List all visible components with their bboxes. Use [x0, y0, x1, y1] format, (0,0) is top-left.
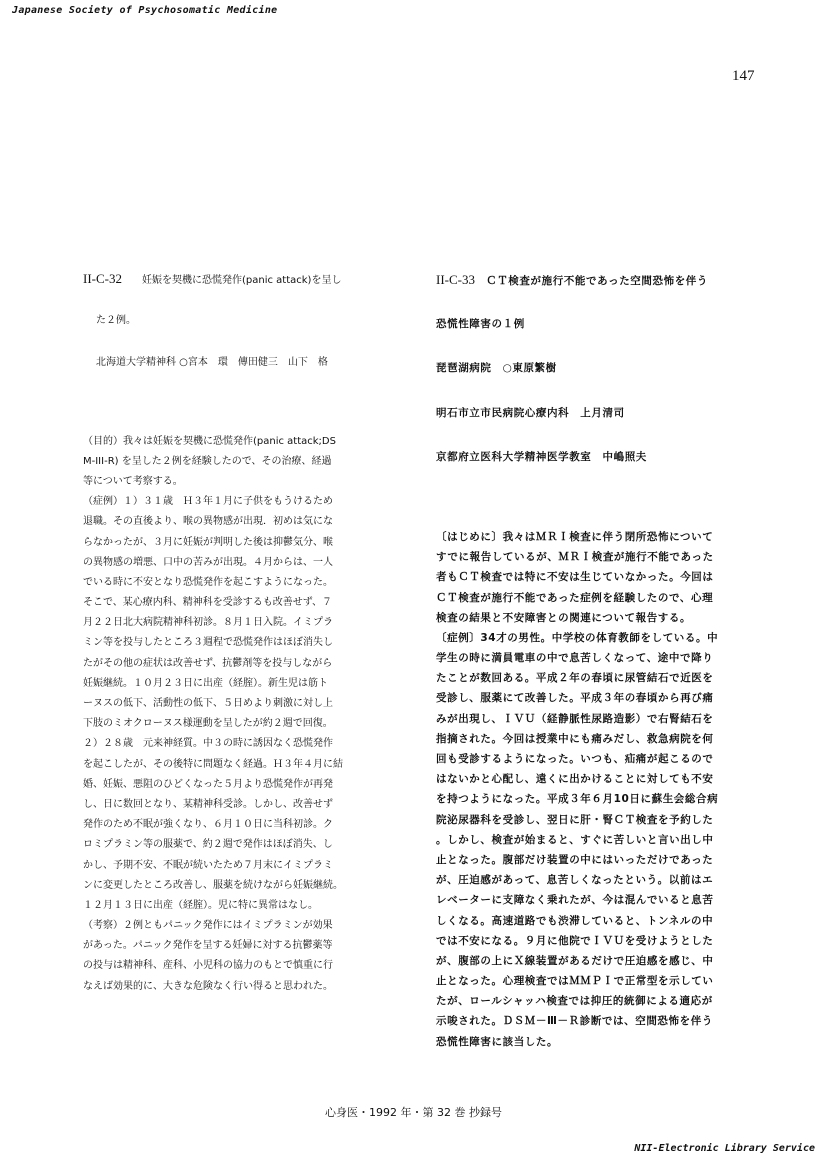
- body-line: 。しかし、検査が始まると、すぐに苦しいと言い出し中: [436, 833, 714, 846]
- abstract-title: [83, 269, 388, 289]
- title-line: 恐慌性障害の１例: [436, 318, 525, 331]
- body-line: たがその他の症状は改善せず、抗鬱剤等を投与しながら: [83, 657, 333, 669]
- abstract-body: [436, 527, 766, 1052]
- title-line: 妊娠を契機に恐慌発作(panic attack)を呈し: [142, 275, 342, 286]
- author-line: 京都府立医科大学精神医学教室 中嶋照夫: [436, 450, 647, 463]
- body-line: みが出現し、ＩＶＵ（経静脈性尿路造影）で右腎結石を: [436, 712, 714, 725]
- body-line: の異物感の増悪、口中の苦みが出現。４月からは、一人: [83, 556, 333, 568]
- body-line: が、腹部の上にＸ線装置があるだけで圧迫感を感じ、中: [436, 954, 714, 967]
- body-line: かし、予期不安、不眠が続いたため７月末にイミプラミ: [83, 859, 333, 871]
- body-line: し、日に数回となり、某精神科受診。しかし、改善せず: [83, 798, 333, 810]
- body-line: たことが数回ある。平成２年の春頃に尿管結石で近医を: [436, 672, 714, 685]
- body-line: ロミプラミン等の服薬で、約２週で発作はほぼ消失、し: [83, 839, 333, 851]
- body-line: （考察）２例ともパニック発作にはイミプラミンが効果: [83, 920, 333, 932]
- body-line: 者もＣＴ検査では特に不安は生じていなかった。今回は: [436, 571, 714, 584]
- body-line: ーヌスの低下、活動性の低下、５日めより刺激に対し上: [83, 698, 333, 709]
- body-line: 学生の時に満員電車の中で息苦しくなって、途中で降り: [436, 652, 714, 665]
- body-line: ミン等を投与したところ３週程で恐慌発作はほぼ消失し: [83, 637, 333, 649]
- society-header: Japanese Society of Psychosomatic Medicine: [12, 5, 278, 16]
- body-line: 〔はじめに〕我々はＭＲＩ検査に伴う閉所恐怖について: [436, 530, 714, 543]
- abstract-code: II-C-33: [436, 272, 475, 287]
- body-line: 発作のため不眠が強くなり、６月１０日に当科初診。ク: [83, 819, 333, 831]
- author-line: 琵琶湖病院 ○東原繁樹: [436, 362, 557, 375]
- body-line: 等について考察する。: [83, 475, 183, 487]
- body-line: 院泌尿器科を受診し、翌日に肝・腎ＣＴ検査を予約した: [436, 813, 714, 826]
- body-line: （目的）我々は妊娠を契機に恐慌発作(panic attack;DS: [83, 435, 336, 447]
- body-line: 下肢のミオクローヌス様運動を呈したが約２週で回復。: [83, 718, 333, 730]
- body-line: 示唆された。ＤＳＭ－Ⅲ－Ｒ診断では、空間恐怖を伴う: [436, 1015, 713, 1028]
- authors: 北海道大学精神科 ○宮本 環 傳田健三 山下 格: [96, 357, 328, 369]
- body-line: を起こしたが、その後特に問題なく経過。Ｈ３年４月に結: [83, 758, 343, 770]
- body-line: を持つようになった。平成３年６月10日に蘇生会総合病: [436, 793, 719, 806]
- body-line: でいる時に不安となり恐慌発作を起こすようになった。: [83, 576, 333, 588]
- body-line: ＣＴ検査が施行不能であった症例を経験したので、心理: [436, 591, 714, 604]
- abstract-II-C-32: [83, 247, 388, 1008]
- body-line: があった。パニック発作を呈する妊婦に対する抗鬱薬等: [83, 940, 333, 952]
- body-line: 回も受診するようになった。いつも、疝痛が起こるので: [436, 753, 714, 765]
- body-line: ンに変更したところ改善し、服薬を続けながら妊娠継続。: [83, 879, 343, 891]
- body-line: たが、ロールシャッハ検査では抑圧的統御による適応が: [436, 995, 713, 1008]
- body-line: 検査の結果と不安障害との関連について報告する。: [436, 611, 692, 624]
- abstract-code: II-C-32: [83, 271, 122, 286]
- abstract-II-C-33: [436, 246, 766, 1064]
- body-line: 婚、妊娠、悪阻のひどくなった５月より恐慌発作が再発: [83, 778, 333, 790]
- body-line: が、圧迫感があって、息苦しくなったという。以前はエ: [436, 874, 714, 887]
- title-line: ＣＴ検査が施行不能であった空間恐怖を伴う: [486, 275, 709, 287]
- body-line: M-III-R) を呈した２例を経験したので、その治療、経過: [83, 455, 332, 467]
- abstract-body: [83, 432, 388, 997]
- body-line: の投与は精神科、産科、小児科の協力のもとで慎重に行: [83, 960, 333, 972]
- body-line: 止となった。心理検査ではＭＭＰＩで正常型を示してい: [436, 975, 714, 988]
- body-line: はないかと心配し、遠くに出かけることに対しても不安: [436, 773, 714, 786]
- body-line: なえば効果的に、大きな危険なく行い得ると思われた。: [83, 980, 333, 992]
- body-line: 〔症例〕34才の男性。中学校の体育教師をしている。中: [436, 631, 719, 644]
- body-line: らなかったが、３月に妊娠が判明した後は抑鬱気分、喉: [83, 536, 333, 548]
- body-line: 月２２日北大病院精神科初診。８月１日入院。イミプラ: [83, 617, 333, 629]
- body-line: では不安になる。９月に他院でＩＶＵを受けようとした: [436, 934, 714, 947]
- abstract-title: [436, 270, 766, 290]
- body-line: 指摘された。今回は授業中にも痛みだし、救急病院を何: [436, 732, 714, 745]
- author-line: 明石市立市民病院心療内科 上月清司: [436, 406, 625, 419]
- page-number: 147: [732, 68, 755, 84]
- body-line: 止となった。腹部だけ装置の中にはいっただけであった: [436, 853, 714, 866]
- body-line: しくなる。高速道路でも渋滞していると、トンネルの中: [436, 914, 714, 927]
- nii-footer: NII-Electronic Library Service: [634, 1143, 815, 1154]
- body-line: （症例）１）３１歳 Ｈ３年１月に子供をもうけるため: [83, 496, 333, 508]
- title-line: た２例。: [96, 315, 136, 327]
- body-line: 恐慌性障害に該当した。: [436, 1035, 559, 1048]
- journal-citation: 心身医・1992 年・第 32 巻 抄録号: [325, 1106, 502, 1119]
- body-line: 退職。その直後より、喉の異物感が出現．初めは気にな: [83, 516, 333, 528]
- body-line: ２）２８歳 元来神経質。中３の時に誘因なく恐慌発作: [83, 738, 333, 750]
- body-line: すでに報告しているが、ＭＲＩ検査が施行不能であった: [436, 551, 714, 564]
- body-line: 受診し、服薬にて改善した。平成３年の春頃から再び痛: [436, 692, 714, 705]
- body-line: レベーターに支障なく乗れたが、今は混んでいると息苦: [436, 894, 714, 907]
- body-line: そこで、某心療内科、精神科を受診するも改善せず、７: [83, 597, 332, 609]
- body-line: 妊娠継続。１０月２３日に出産（経腟）。新生児は筋ト: [83, 677, 328, 689]
- body-line: １２月１３日に出産（経腟）。児に特に異常はなし。: [83, 899, 318, 911]
